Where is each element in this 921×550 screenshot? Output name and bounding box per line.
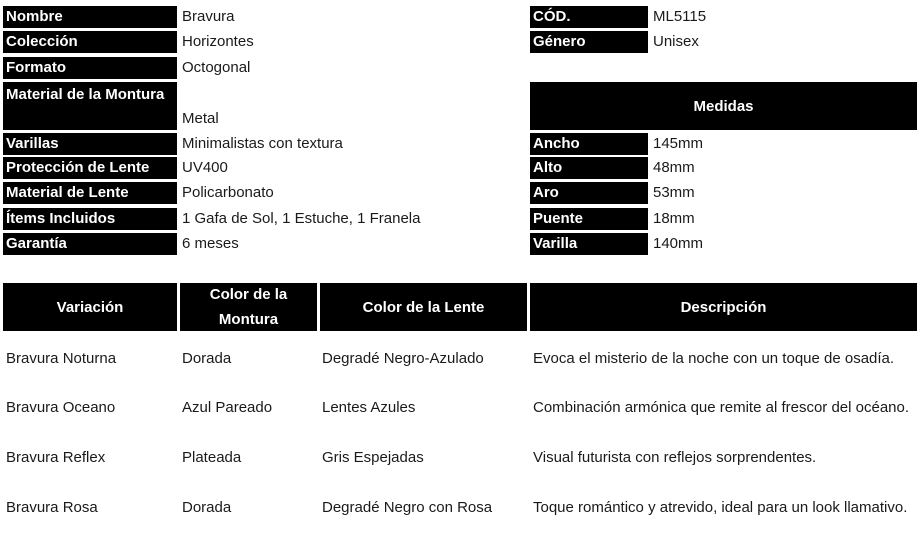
spec-value-warranty: 6 meses: [182, 235, 239, 252]
variations-header-description: Descripción: [530, 283, 917, 331]
spec-value-temples: Minimalistas con textura: [182, 135, 343, 152]
table-row-variation: Bravura Noturna: [6, 349, 117, 367]
spec-value-name: Bravura: [182, 8, 235, 25]
code-value: ML5115: [653, 8, 707, 25]
measure-value-height: 48mm: [653, 159, 695, 176]
table-row-lens-color: Lentes Azules: [322, 398, 416, 416]
table-row-description: Combinación armónica que remite al frescor del océano.: [533, 398, 910, 416]
table-row-frame-color: Dorada: [182, 498, 232, 516]
spec-label-lens-protection: Protección de Lente: [3, 157, 177, 179]
table-row-description: Toque romántico y atrevido, ideal para un look llamativo.: [533, 498, 908, 516]
spec-value-format: Octogonal: [182, 59, 251, 76]
table-row-frame-color: Azul Pareado: [182, 398, 273, 416]
code-label: CÓD.: [530, 6, 648, 28]
variations-header-lens-color: Color de la Lente: [320, 283, 527, 331]
gender-label: Género: [530, 31, 648, 53]
measure-label-height: Alto: [530, 157, 648, 179]
measure-value-width: 145mm: [653, 135, 704, 152]
spec-value-frame-material: Metal: [182, 110, 219, 127]
spec-label-frame-material: Material de la Montura: [3, 82, 177, 130]
measure-value-lens: 53mm: [653, 184, 695, 201]
spec-value-lens-material: Policarbonato: [182, 184, 274, 201]
measure-value-bridge: 18mm: [653, 210, 695, 227]
variations-header-frame-color: Color de la Montura: [180, 283, 317, 331]
measure-label-width: Ancho: [530, 133, 648, 155]
spec-label-name: Nombre: [3, 6, 177, 28]
spec-value-lens-protection: UV400: [182, 159, 228, 176]
table-row-lens-color: Gris Espejadas: [322, 448, 424, 466]
spec-label-collection: Colección: [3, 31, 177, 53]
variations-header-variation: Variación: [3, 283, 177, 331]
measure-value-temple: 140mm: [653, 235, 704, 252]
table-row-description: Visual futurista con reflejos sorprendentes.: [533, 448, 817, 466]
table-row-frame-color: Plateada: [182, 448, 242, 466]
table-row-frame-color: Dorada: [182, 349, 232, 367]
spec-value-included-items: 1 Gafa de Sol, 1 Estuche, 1 Franela: [182, 210, 421, 227]
spec-label-lens-material: Material de Lente: [3, 182, 177, 204]
measures-title: Medidas: [530, 82, 917, 130]
table-row-lens-color: Degradé Negro-Azulado: [322, 349, 484, 367]
table-row-variation: Bravura Rosa: [6, 498, 98, 516]
spec-label-warranty: Garantía: [3, 233, 177, 255]
table-row-variation: Bravura Oceano: [6, 398, 116, 416]
measure-label-lens: Aro: [530, 182, 648, 204]
measure-label-bridge: Puente: [530, 208, 648, 230]
spec-label-format: Formato: [3, 57, 177, 79]
table-row-variation: Bravura Reflex: [6, 448, 106, 466]
table-row-lens-color: Degradé Negro con Rosa: [322, 498, 493, 516]
spec-value-collection: Horizontes: [182, 33, 254, 50]
spec-label-included-items: Ítems Incluidos: [3, 208, 177, 230]
gender-value: Unisex: [653, 33, 699, 50]
table-row-description: Evoca el misterio de la noche con un toque de osadía.: [533, 349, 895, 367]
measure-label-temple: Varilla: [530, 233, 648, 255]
spec-label-temples: Varillas: [3, 133, 177, 155]
